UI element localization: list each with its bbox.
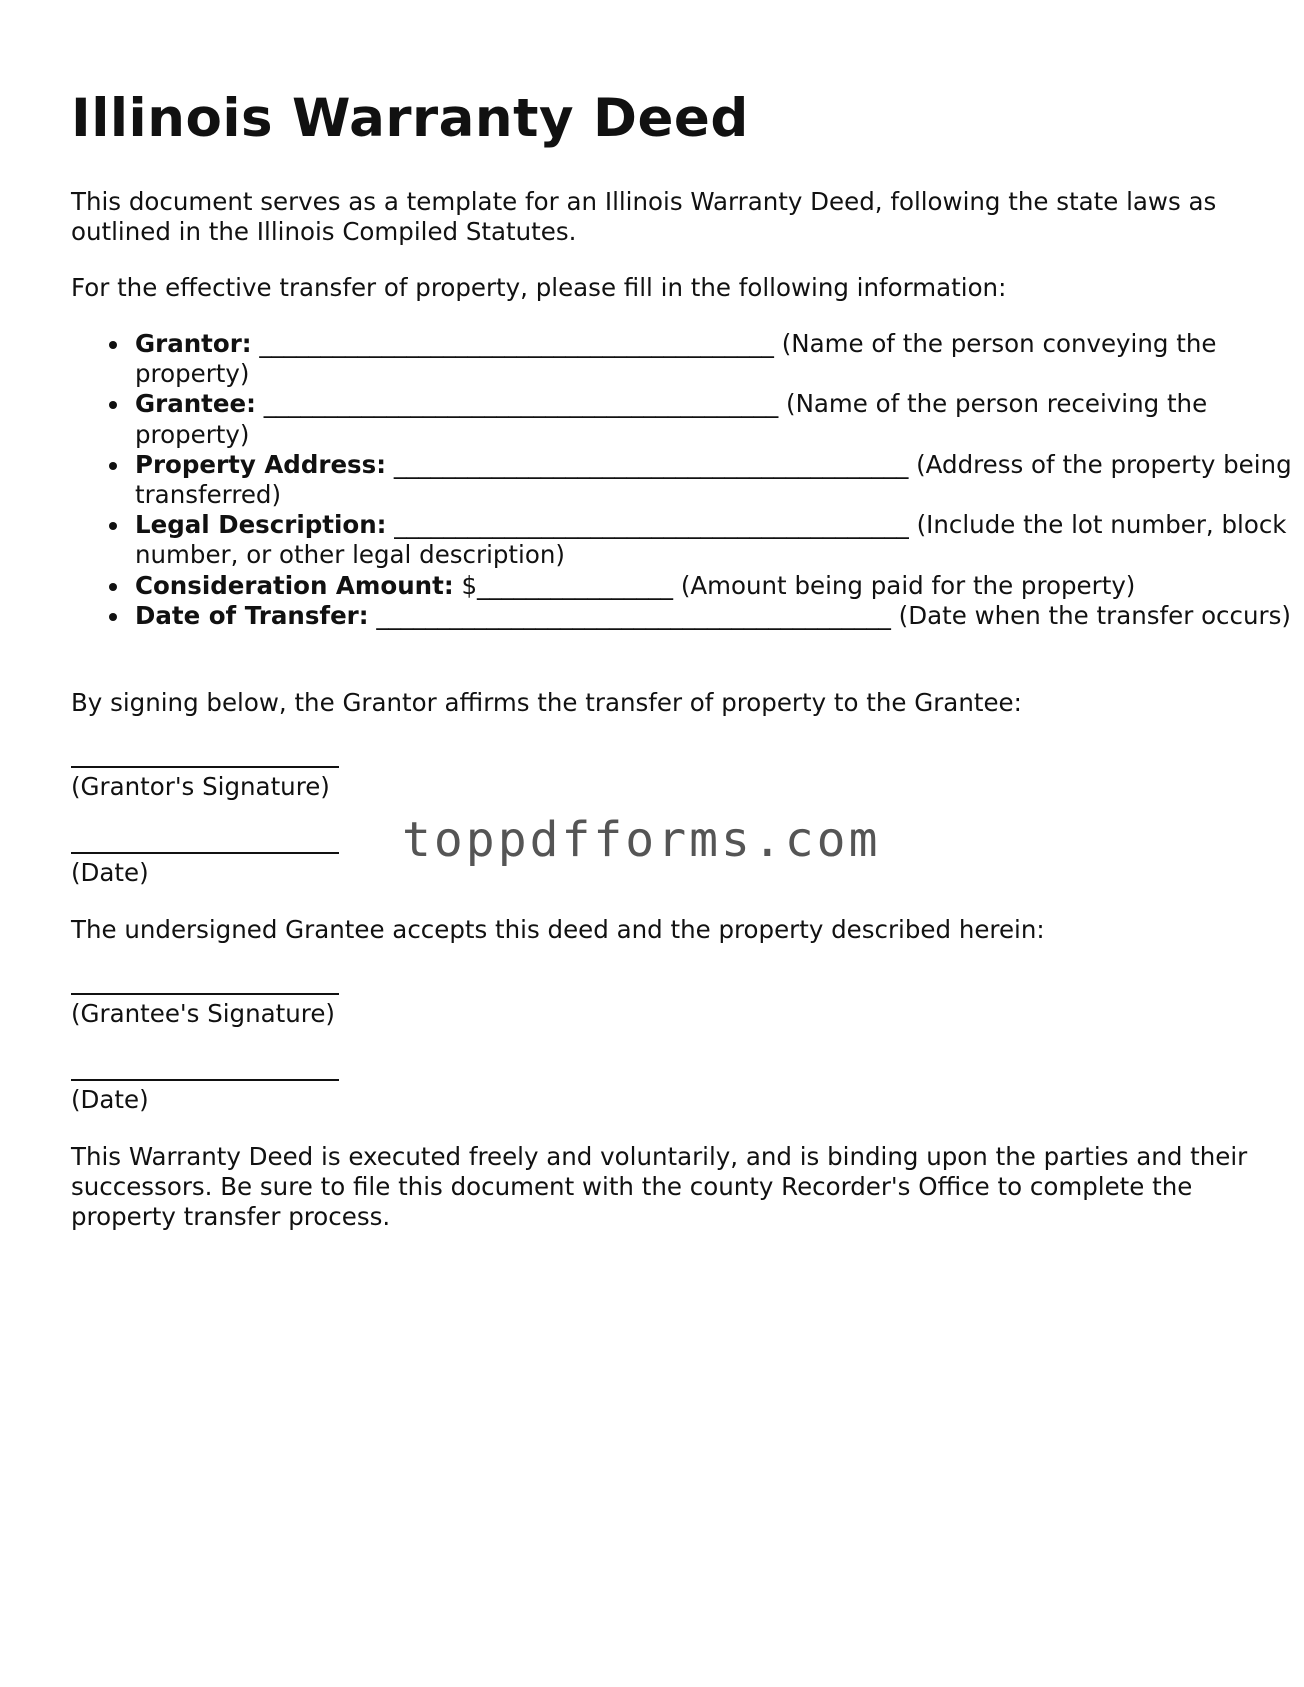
fill-in-blank[interactable]: __________________________________________ [376,600,891,630]
fill-in-blank[interactable]: __________________________________________ [263,389,779,419]
field-legal-description [135,510,1304,570]
field-hint: (Name of the person receiving the property) [135,389,1208,449]
fill-in-blank[interactable]: $________________ [461,570,674,600]
field-consideration-amount [135,571,1304,601]
grantee-date-line[interactable] [71,1079,339,1081]
grantee-signature-label: (Grantee's Signature) [71,999,335,1028]
grantee-signature-block [71,993,339,1029]
field-label: Date of Transfer: [135,600,369,630]
grantor-affirmation: By signing below, the Grantor affirms the transfer of property to the Grantee: [71,688,1022,717]
field-label: Legal Description: [135,510,387,540]
grantor-date-label: (Date) [71,858,149,887]
fill-in-blank[interactable]: __________________________________________ [394,510,909,540]
field-hint: (Include the lot number, block number, or other legal description) [135,510,1287,570]
grantor-signature-block [71,766,339,802]
closing-paragraph: This Warranty Deed is executed freely and voluntarily, and is binding upon the parties and their successors. Be sure to file this document with the county Recorder's Office to complete the property transfer process. [71,1142,1248,1231]
field-hint: (Date when the transfer occurs) [898,600,1291,630]
grantee-date-block [71,1079,339,1115]
document-title: Illinois Warranty Deed [71,88,749,149]
grantor-date-block [71,852,339,888]
watermark: toppdfforms.com [402,812,881,868]
grantor-signature-line[interactable] [71,766,339,768]
grantee-signature-line[interactable] [71,993,339,995]
field-hint: (Amount being paid for the property) [680,570,1136,600]
fill-in-blank[interactable]: __________________________________________ [259,329,774,358]
intro-paragraph: This document serves as a template for an Illinois Warranty Deed, following the state laws as outlined in the Illinois Compiled Statutes. [71,187,1217,246]
grantor-signature-label: (Grantor's Signature) [71,772,330,801]
field-property-address [135,450,1304,510]
field-label: Grantee: [135,389,256,419]
field-label: Consideration Amount: [135,570,454,600]
instructions-paragraph: For the effective transfer of property, please fill in the following information: [71,273,1007,302]
field-date-of-transfer [135,601,1304,631]
field-list [71,329,1304,631]
field-label: Property Address: [135,449,387,479]
grantee-date-label: (Date) [71,1085,149,1114]
field-grantee [135,389,1304,449]
grantor-date-line[interactable] [71,852,339,854]
field-label: Grantor: [135,329,252,358]
field-hint: (Name of the person conveying the property) [135,329,1217,389]
grantee-acceptance: The undersigned Grantee accepts this deed and the property described herein: [71,915,1045,944]
field-grantor [135,329,1304,389]
fill-in-blank[interactable]: __________________________________________ [393,449,909,479]
field-hint: (Address of the property being transferred) [135,449,1292,510]
